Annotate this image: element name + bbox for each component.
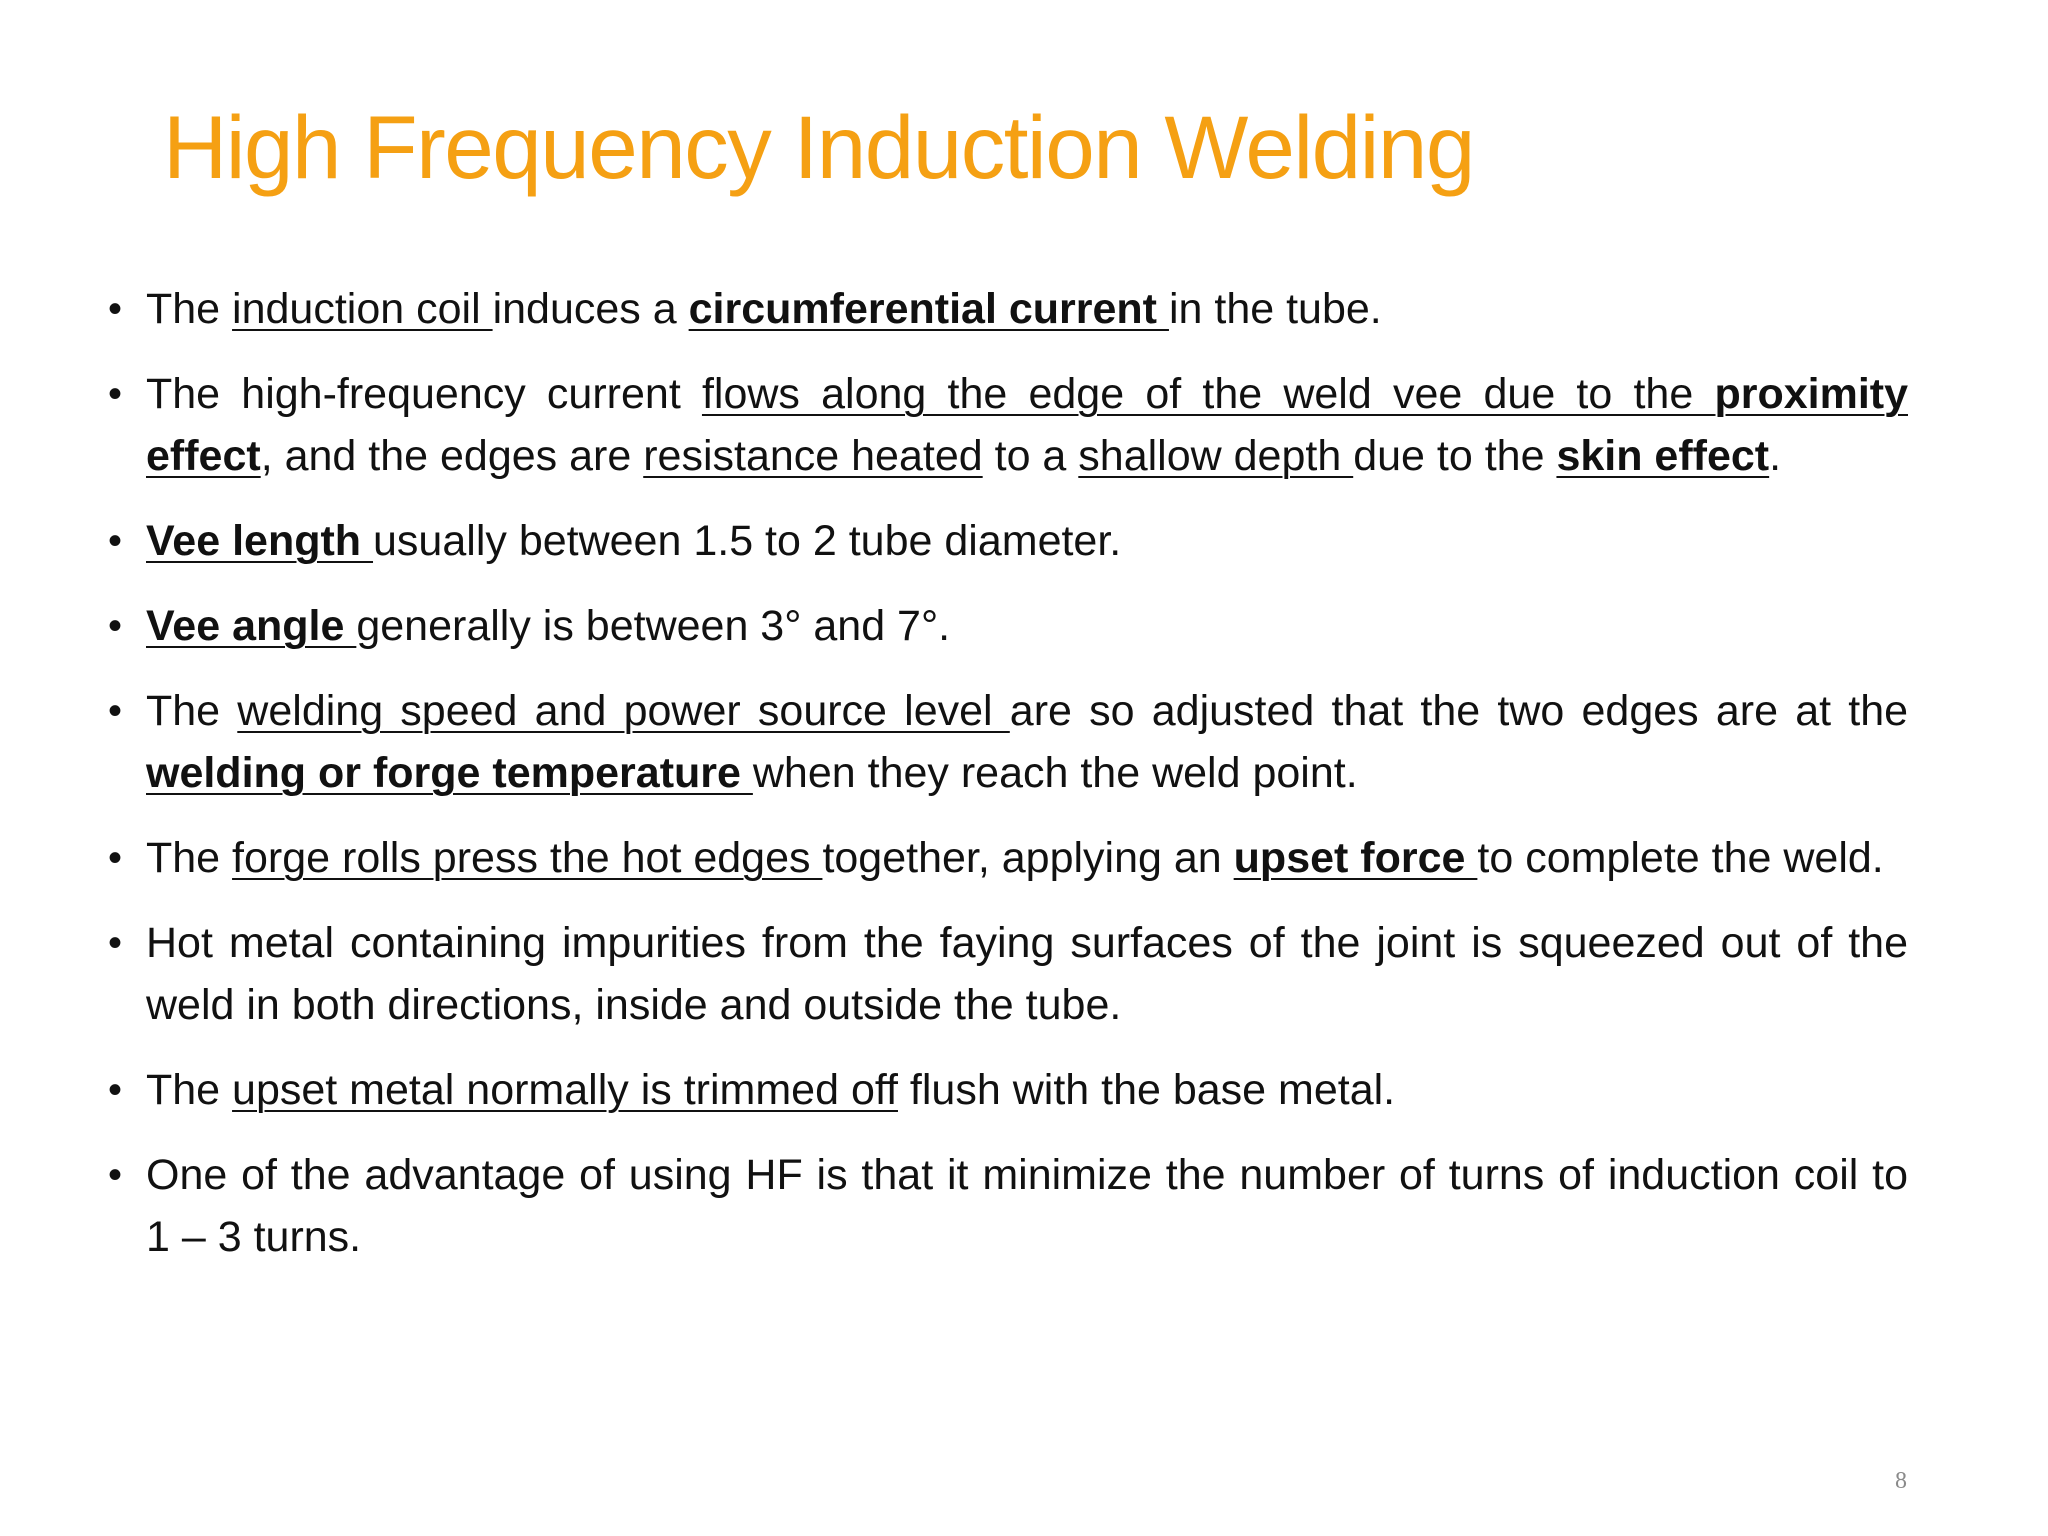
- bullet-item: [108, 595, 1908, 657]
- bullet-item: [108, 912, 1908, 1036]
- bullet-text-underlined: shallow depth: [1078, 432, 1354, 480]
- bullet-text: due to the: [1353, 432, 1557, 480]
- slide-title: High Frequency Induction Welding: [163, 97, 1474, 197]
- bullet-text: One of the advantage of using HF is that it minimize the number of turns of induction coil to 1 – 3 turns.: [146, 1151, 1908, 1261]
- bullet-key-term: skin effect: [1556, 432, 1770, 480]
- bullet-item: [108, 1144, 1908, 1268]
- bullet-text-underlined: induction coil: [232, 285, 493, 333]
- bullet-item: [108, 680, 1908, 804]
- bullet-text: to a: [982, 432, 1079, 480]
- bullet-text-underlined: flows along the edge of the weld vee due to the: [701, 370, 1715, 418]
- bullet-text-underlined: welding speed and power source level: [237, 687, 1010, 735]
- bullet-text-underlined: upset metal normally is trimmed off: [232, 1066, 898, 1114]
- bullet-item: [108, 510, 1908, 572]
- bullet-item: [108, 1059, 1908, 1121]
- bullet-text: induces a: [492, 285, 689, 333]
- bullet-item: [108, 827, 1908, 889]
- bullet-text-underlined: resistance heated: [643, 432, 983, 480]
- bullet-text: .: [1769, 432, 1782, 480]
- bullet-text: flush with the base metal.: [897, 1066, 1396, 1114]
- bullet-text: are so adjusted that the two edges are at the: [1009, 687, 1909, 735]
- bullet-key-term: upset force: [1233, 834, 1478, 882]
- bullet-key-term: Vee length: [146, 517, 374, 565]
- bullet-text: together, applying an: [822, 834, 1234, 882]
- bullet-key-term: proximity effect: [146, 370, 1908, 480]
- bullet-text: in the tube.: [1168, 285, 1382, 333]
- bullet-text: Hot metal containing impurities from the faying surfaces of the joint is squeezed out of the weld in both directions, inside and outside the tube.: [146, 919, 1908, 1029]
- bullet-text: generally is between 3° and 7°.: [356, 602, 951, 650]
- bullet-text: The high-frequency current: [146, 370, 702, 418]
- bullet-text: when they reach the weld point.: [752, 749, 1358, 797]
- bullet-text-underlined: forge rolls press the hot edges: [232, 834, 823, 882]
- bullet-text: The: [146, 834, 233, 882]
- bullet-text: to complete the weld.: [1477, 834, 1884, 882]
- bullet-key-term: welding or forge temperature: [146, 749, 753, 797]
- bullet-key-term: Vee angle: [146, 602, 357, 650]
- bullet-key-term: circumferential current: [688, 285, 1169, 333]
- page-number: 8: [1895, 1468, 1907, 1494]
- bullet-item: [108, 278, 1908, 340]
- bullet-list: [108, 278, 1908, 1291]
- bullet-text: usually between 1.5 to 2 tube diameter.: [373, 517, 1122, 565]
- bullet-text: The: [146, 285, 233, 333]
- bullet-text: The: [146, 687, 238, 735]
- bullet-item: [108, 363, 1908, 487]
- bullet-text: The: [146, 1066, 233, 1114]
- bullet-text: , and the edges are: [260, 432, 644, 480]
